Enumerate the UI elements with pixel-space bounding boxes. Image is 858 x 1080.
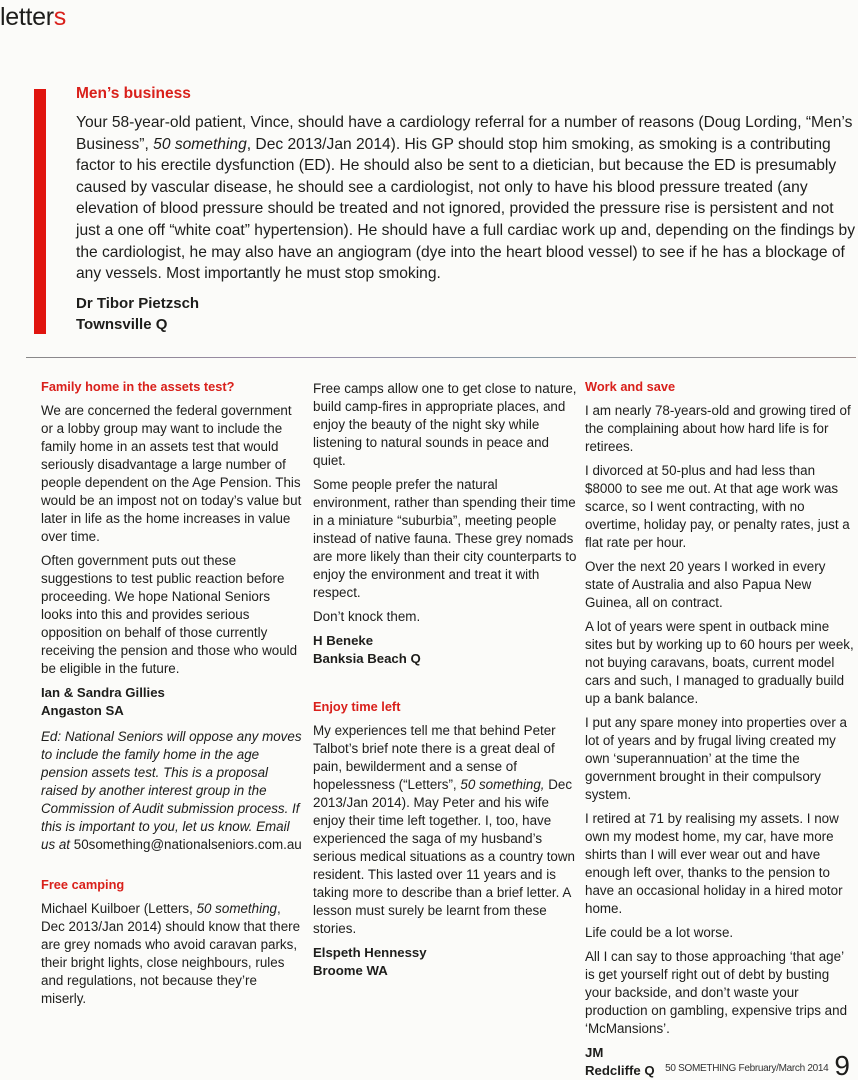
letter-work-and-save (585, 378, 855, 1080)
letter-enjoy-time-left (313, 698, 577, 980)
letter-paragraph: Over the next 20 years I worked in every state of Australia and also Papua New Guinea, all on contract. (585, 559, 826, 610)
letter-paragraph: Michael Kuilboer (Letters, 50 something, Dec 2013/Jan 2014) should know that there are grey nomads who avoid caravan parks, their bright lights, close neighbours, rules and regulations, not because they’re miserly. (41, 901, 301, 1006)
letter-paragraph: Often government puts out these suggestions to test public reaction before proceeding. We hope National Seniors looks into this and provides serious opposition on behalf of those currently receiving the pension and those who would be eligible in the future. (41, 553, 298, 676)
author-location: Angaston SA (41, 703, 124, 718)
section-label-main: letter (0, 3, 54, 31)
letter-paragraph: Don’t knock them. (313, 609, 421, 624)
author-name: Ian & Sandra Gillies (41, 685, 165, 700)
author-name: Elspeth Hennessy (313, 945, 427, 960)
page-footer (665, 1052, 850, 1080)
letter-title: Family home in the assets test? (41, 379, 235, 394)
letter-paragraph: I put any spare money into properties over a lot of years and by frugal living created my own ‘superannuation’ at the time the government brought in their compulsory system. (585, 715, 848, 802)
letter-paragraph: My experiences tell me that behind Peter Talbot’s brief note there is a great deal of pain, bewilderment and a sense of hopelessness (“Letters”, 50 something, Dec 2013/Jan 2014). May Peter and his wife enjoy their time left together. I, too, have experienced the saga of my husband’s serious medical situations as a country town resident. This lasted over 11 years and is taking more to describe than a brief letter. A lesson must surely be learnt from these stories. (313, 723, 575, 936)
letter-paragraph: I am nearly 78-years-old and growing tired of the complaining about how hard life is for retirees. (585, 403, 851, 454)
letter-title: Work and save (585, 379, 676, 394)
letter-signature (313, 944, 577, 980)
featured-letter-body: Your 58-year-old patient, Vince, should have a cardiology referral for a number of reasons (Doug Lording, “Men’s Business”, 50 something, Dec 2013/Jan 2014). His GP should stop him smoking, as smoking is a contributing factor to his erectile dysfunction (ED). He should also be sent to a dietician, but because the ED is presumably caused by vascular disease, he should see a cardiologist, not only to have his blood pressure treated (any elevation of blood pressure should be treated and not ignored, provided the pressure rise is persistent and not just a one off “white coat” hypertension). He should have a full cardiac work up and, depending on the findings by the cardiologist, he may also have an angiogram (dye into the heart blood vessel) to see if he has a blockage of any vessels. Most importantly he must stop smoking. (76, 114, 856, 283)
featured-letter-title: Men’s business (76, 85, 191, 102)
featured-red-bar (34, 89, 46, 334)
editor-email-link[interactable]: 50something@nationalseniors.com.au (73, 837, 302, 852)
column-1 (41, 378, 303, 1014)
author-name: Dr Tibor Pietzsch (76, 294, 200, 312)
letter-signature (41, 684, 303, 720)
column-2 (313, 380, 577, 1002)
author-name: H Beneke (313, 633, 374, 648)
section-label-accent: s (53, 3, 66, 31)
publication-info: 50 SOMETHING February/March 2014 (665, 1063, 829, 1074)
letter-signature (313, 632, 577, 668)
letter-paragraph: Free camps allow one to get close to nature, build camp-fires in appropriate places, and enjoy the beauty of the night sky while listening to natural sounds in peace and quiet. (313, 381, 577, 468)
letter-free-camping-continued (313, 380, 577, 668)
letter-paragraph: Some people prefer the natural environment, rather than spending their time in a miniature “suburbia”, meeting people instead of native fauna. These grey nomads are more likely than their city counterparts to enjoy the environment and treat it with respect. (313, 477, 577, 600)
author-location: Townsville Q (76, 315, 168, 333)
letter-paragraph: All I can say to those approaching ‘that age’ is get yourself right out of debt by busting your backside, and don’t waste your production on gambling, expensive trips and ‘McMansions’. (585, 949, 848, 1036)
page-number: 9 (834, 1050, 850, 1080)
letter-paragraph: Life could be a lot worse. (585, 925, 734, 940)
letter-free-camping (41, 876, 303, 1008)
letter-family-home (41, 378, 303, 854)
column-3 (585, 378, 855, 1080)
author-location: Broome WA (313, 963, 388, 978)
letter-title: Enjoy time left (313, 699, 401, 714)
author-name: JM (585, 1045, 604, 1060)
section-divider (26, 357, 856, 358)
featured-letter-signature (76, 293, 856, 335)
author-location: Redcliffe Q (585, 1063, 655, 1078)
letter-title: Free camping (41, 877, 125, 892)
section-label (0, 2, 66, 32)
letter-paragraph: We are concerned the federal government or a lobby group may want to include the family home in an assets test that would seriously disadvantage a large number of people dependent on the Age Pension. This would be an impost not on today’s value but later in life as the home increases in value over time. (41, 403, 302, 544)
letter-paragraph: I retired at 71 by realising my assets. I now own my modest home, my car, have more shirts than I will ever wear out and have enough left over, thanks to the pension to have an occasional holiday in a hired motor home. (585, 811, 843, 916)
editor-note: Ed: National Seniors will oppose any moves to include the family home in the age pension assets test. This is a proposal raised by another interest group in the Commission of Audit submission process. If this is important to you, let us know. Email us at 50something@nationalseniors.com.au (41, 729, 302, 852)
letter-paragraph: I divorced at 50-plus and had less than $8000 to see me out. At that age work was scarce, so I went contracting, with no overtime, holiday pay, or penalty rates, just a flat rate per hour. (585, 463, 850, 550)
letter-paragraph: A lot of years were spent in outback mine sites but by working up to 60 hours per week, not buying caravans, boats, current model cars and such, I managed to gradually build up a bank balance. (585, 619, 854, 706)
author-location: Banksia Beach Q (313, 651, 421, 666)
